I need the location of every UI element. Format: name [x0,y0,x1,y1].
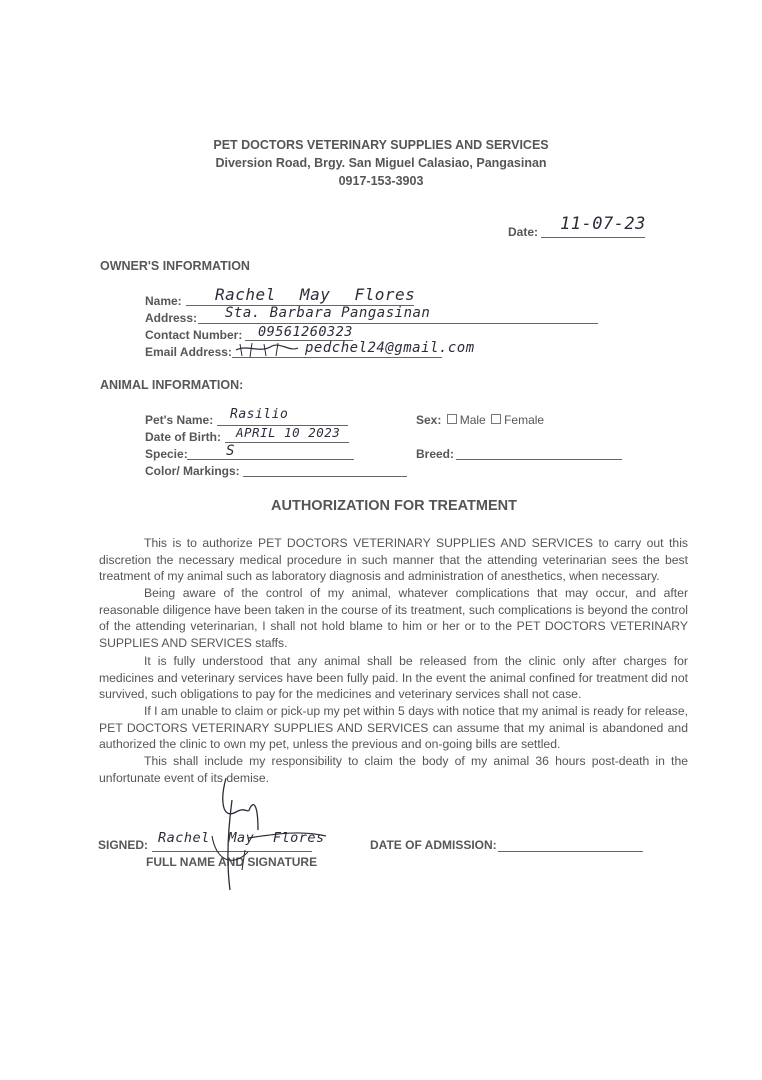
clinic-name: PET DOCTORS VETERINARY SUPPLIES AND SERVICES [213,138,549,152]
authorization-title: AUTHORIZATION FOR TREATMENT [271,498,517,514]
owner-address-value: Sta. Barbara Pangasinan [225,305,431,321]
breed-label: Breed: [416,447,455,461]
authorization-paragraph-1: This is to authorize PET DOCTORS VETERINARY SUPPLIES AND SERVICES to carry out this discretion the necessary medical procedure in such manner that the attending veterinarian sees the best treatment of my animal such as laboratory diagnosis and administration of anesthetics, when necessary. [99,536,688,584]
pet-name-value: Rasilio [230,407,289,422]
authorization-paragraph-4: If I am unable to claim or pick-up my pet within 5 days with notice that my animal is ready for release, PET DOCTORS VETERINARY SUPPLIES AND SERVICES can assume that my animal is abandoned and authorized the clinic to own my pet, unless the previous and on-going bills are settled. [99,704,688,752]
male-option: Male [459,413,486,427]
clinic-address: Diversion Road, Brgy. San Miguel Calasiao, Pangasinan [215,156,547,170]
signed-label: SIGNED: [98,838,149,852]
color-markings-label: Color/ Markings: [145,464,240,478]
date-value: 11-07-23 [560,214,646,234]
specie-label: Specie: [145,447,188,461]
owner-section-title: OWNER'S INFORMATION [100,259,250,273]
animal-section-title: ANIMAL INFORMATION: [100,378,244,392]
authorization-paragraph-2: Being aware of the control of my animal, whatever complications that may occur, and after reasonable diligence have been taken in the course of its treatment, such complications is beyond the control of the attending veterinarian, I shall not hold blame to him or her or to the PET DOCTORS VETERINARY SUPPLIES AND SERVICES staffs. [99,586,688,650]
admission-label: DATE OF ADMISSION: [370,838,497,852]
authorization-paragraph-3: It is fully understood that any animal shall be released from the clinic only after charges for medicines and veterinary services have been fully paid. In the event the animal confined for treatment did not survived, such obligations to pay for the medicines and veterinary services shall not case. [99,654,688,702]
authorization-paragraph-5: This shall include my responsibility to claim the body of my animal 36 hours post-death in the unfortunate event of its demise. [99,754,688,785]
owner-name-value: Rachel May Flores [215,285,416,304]
full-name-signature-label: FULL NAME AND SIGNATURE [146,855,318,869]
signed-name-value: Rachel May Flores [158,830,325,846]
owner-email-label: Email Address: [145,345,232,359]
date-label: Date: [508,225,539,239]
owner-address-label: Address: [145,311,198,325]
specie-value: S [226,443,235,459]
owner-contact-value: 09561260323 [258,324,353,340]
dob-label: Date of Birth: [145,430,221,444]
clinic-phone: 0917-153-3903 [338,174,424,188]
owner-name-label: Name: [145,294,182,308]
dob-value: APRIL 10 2023 [236,425,341,440]
owner-contact-label: Contact Number: [145,328,243,342]
female-option: Female [504,413,545,427]
pet-name-label: Pet's Name: [145,413,214,427]
sex-label: Sex: [416,413,442,427]
owner-email-value: pedchel24@gmail.com [305,340,475,356]
